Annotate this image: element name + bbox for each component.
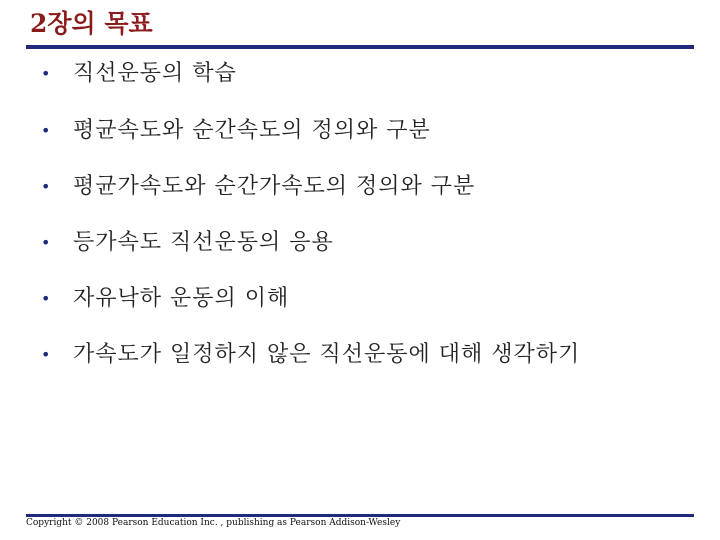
bullet-dot-icon: • [41,121,52,140]
title-divider [26,45,694,49]
bullet-text: 자유낙하 운동의 이해 [73,286,290,311]
bullet-text: 등가속도 직선운동의 응용 [73,230,334,255]
footer-divider [26,514,694,517]
bullet-text: 평균속도와 순간속도의 정의와 구분 [73,118,431,143]
copyright-notice: Copyright © 2008 Pearson Education Inc. , publishing as Pearson Addison-Wesley [26,518,401,528]
bullet-text: 가속도가 일정하지 않은 직선운동에 대해 생각하기 [73,342,581,367]
bullet-dot-icon: • [41,289,52,308]
bullet-text: 직선운동의 학습 [73,61,237,86]
bullet-dot-icon: • [41,64,52,83]
bullet-dot-icon: • [41,177,52,196]
bullet-text: 평균가속도와 순간가속도의 정의와 구분 [73,174,476,199]
bullet-dot-icon: • [41,233,52,252]
slide-title: 2장의 목표 [30,9,153,38]
bullet-dot-icon: • [41,345,52,364]
